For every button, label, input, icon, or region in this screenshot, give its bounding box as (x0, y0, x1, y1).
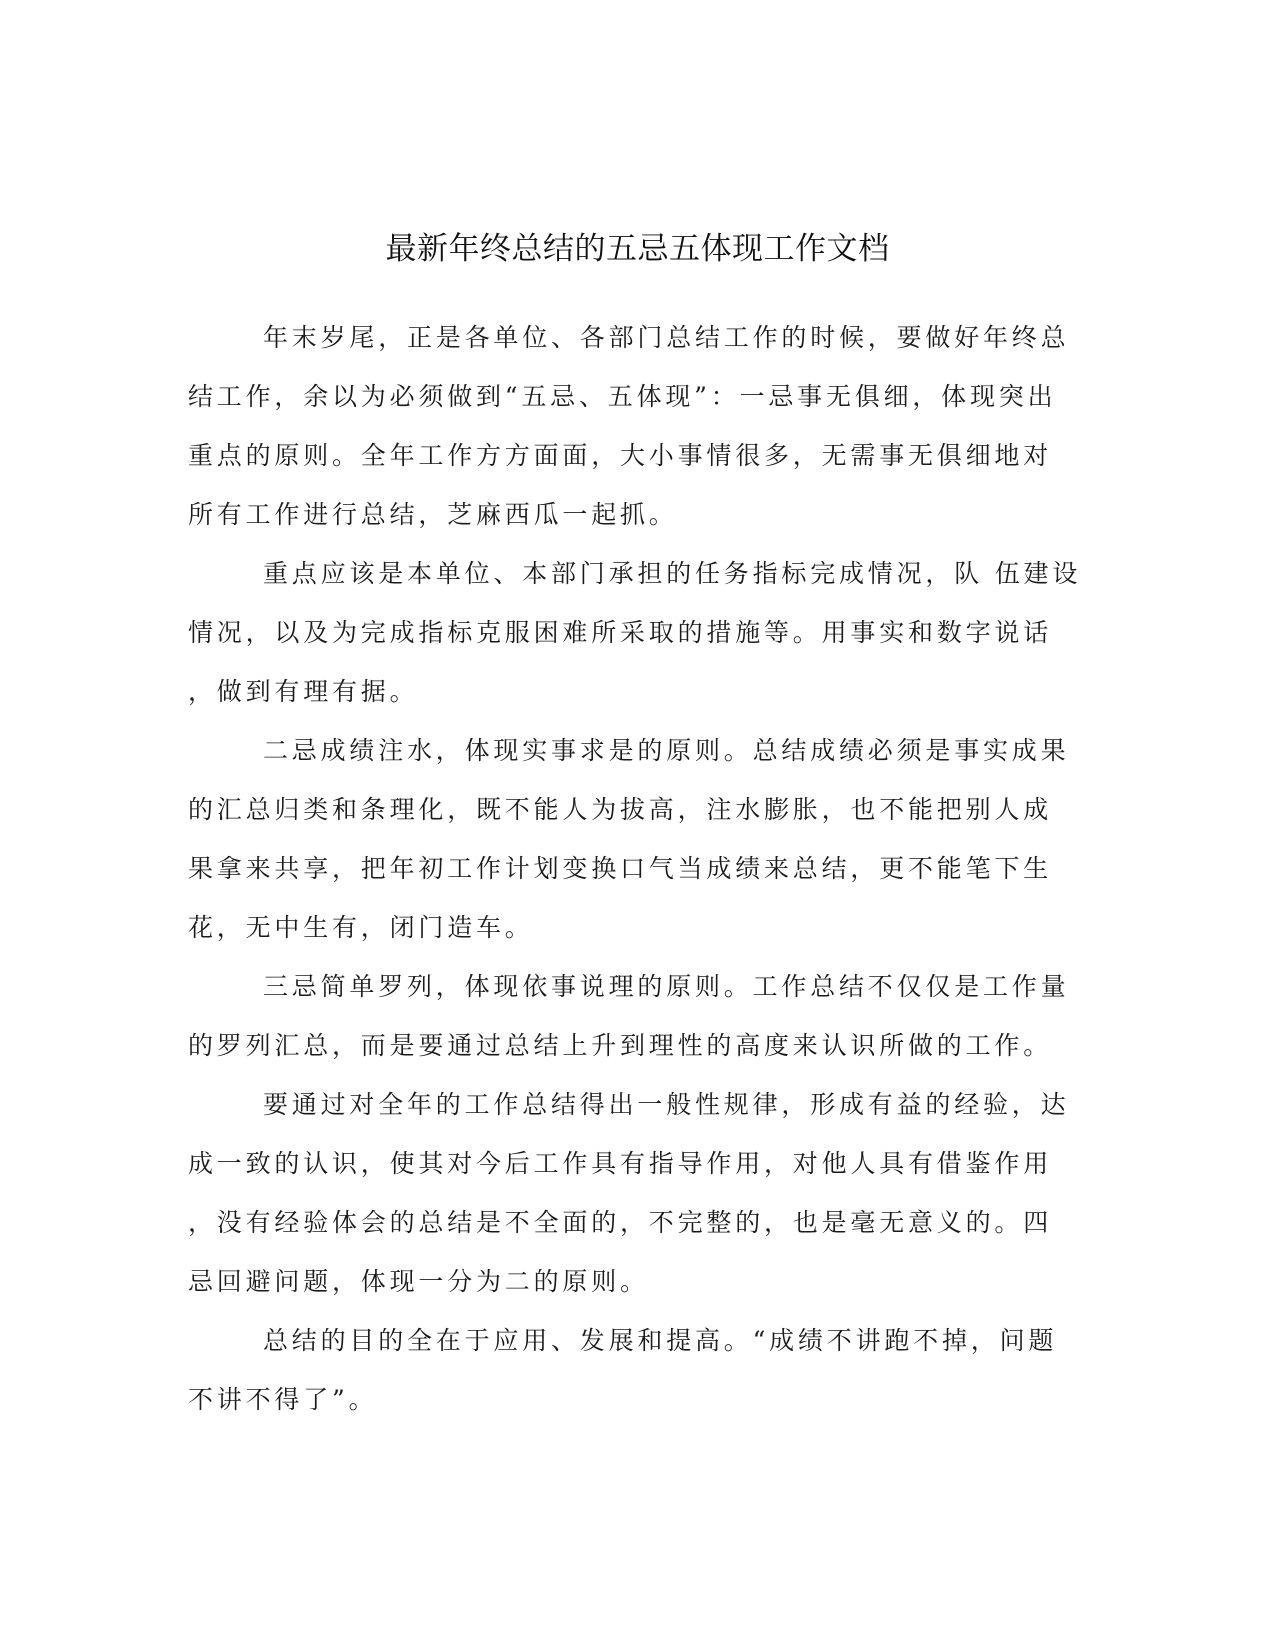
paragraph-line: 重点的原则。全年工作方方面面，大小事情很多，无需事无俱细地对 (188, 441, 1053, 470)
paragraph-line: ，没有经验体会的总结是不全面的，不完整的，也是毫无意义的。四 (188, 1208, 1053, 1237)
paragraph-line: 所有工作进行总结，芝麻西瓜一起抓。 (188, 500, 678, 529)
paragraph-line: 的汇总归类和条理化，既不能人为拔高，注水膨胀，也不能把别人成 (188, 795, 1053, 824)
paragraph-line: 忌回避问题，体现一分为二的原则。 (188, 1267, 649, 1296)
document-title: 最新年终总结的五忌五体现工作文档 (385, 230, 890, 267)
paragraph-line: 总结的目的全在于应用、发展和提高。“成绩不讲跑不掉，问题 (263, 1326, 1058, 1355)
paragraph-line: 的罗列汇总，而是要通过总结上升到理性的高度来认识所做的工作。 (188, 1031, 1053, 1060)
paragraph-line: 年末岁尾，正是各单位、各部门总结工作的时候，要做好年终总 (263, 323, 1070, 352)
paragraph-line: 要通过对全年的工作总结得出一般性规律，形成有益的经验，达 (263, 1090, 1070, 1119)
paragraph-line: 花，无中生有，闭门造车。 (188, 913, 534, 942)
paragraph-line: 情况，以及为完成指标克服困难所采取的措施等。用事实和数字说话 (188, 618, 1053, 647)
paragraph-line: 三忌简单罗列，体现依事说理的原则。工作总结不仅仅是工作量 (263, 972, 1070, 1001)
paragraph-line: 成一致的认识，使其对今后工作具有指导作用，对他人具有借鉴作用 (188, 1149, 1053, 1178)
paragraph-line: 不讲不得了”。 (188, 1385, 378, 1414)
paragraph-line: ，做到有理有据。 (188, 677, 419, 706)
paragraph-line: 结工作，余以为必须做到“五忌、五体现”：一忌事无俱细，体现突出 (188, 382, 1057, 411)
paragraph-line: 重点应该是本单位、本部门承担的任务指标完成情况，队 伍建设 (263, 559, 1082, 588)
paragraph-line: 二忌成绩注水，体现实事求是的原则。总结成绩必须是事实成果 (263, 736, 1070, 765)
paragraph-line: 果拿来共享，把年初工作计划变换口气当成绩来总结，更不能笔下生 (188, 854, 1053, 883)
